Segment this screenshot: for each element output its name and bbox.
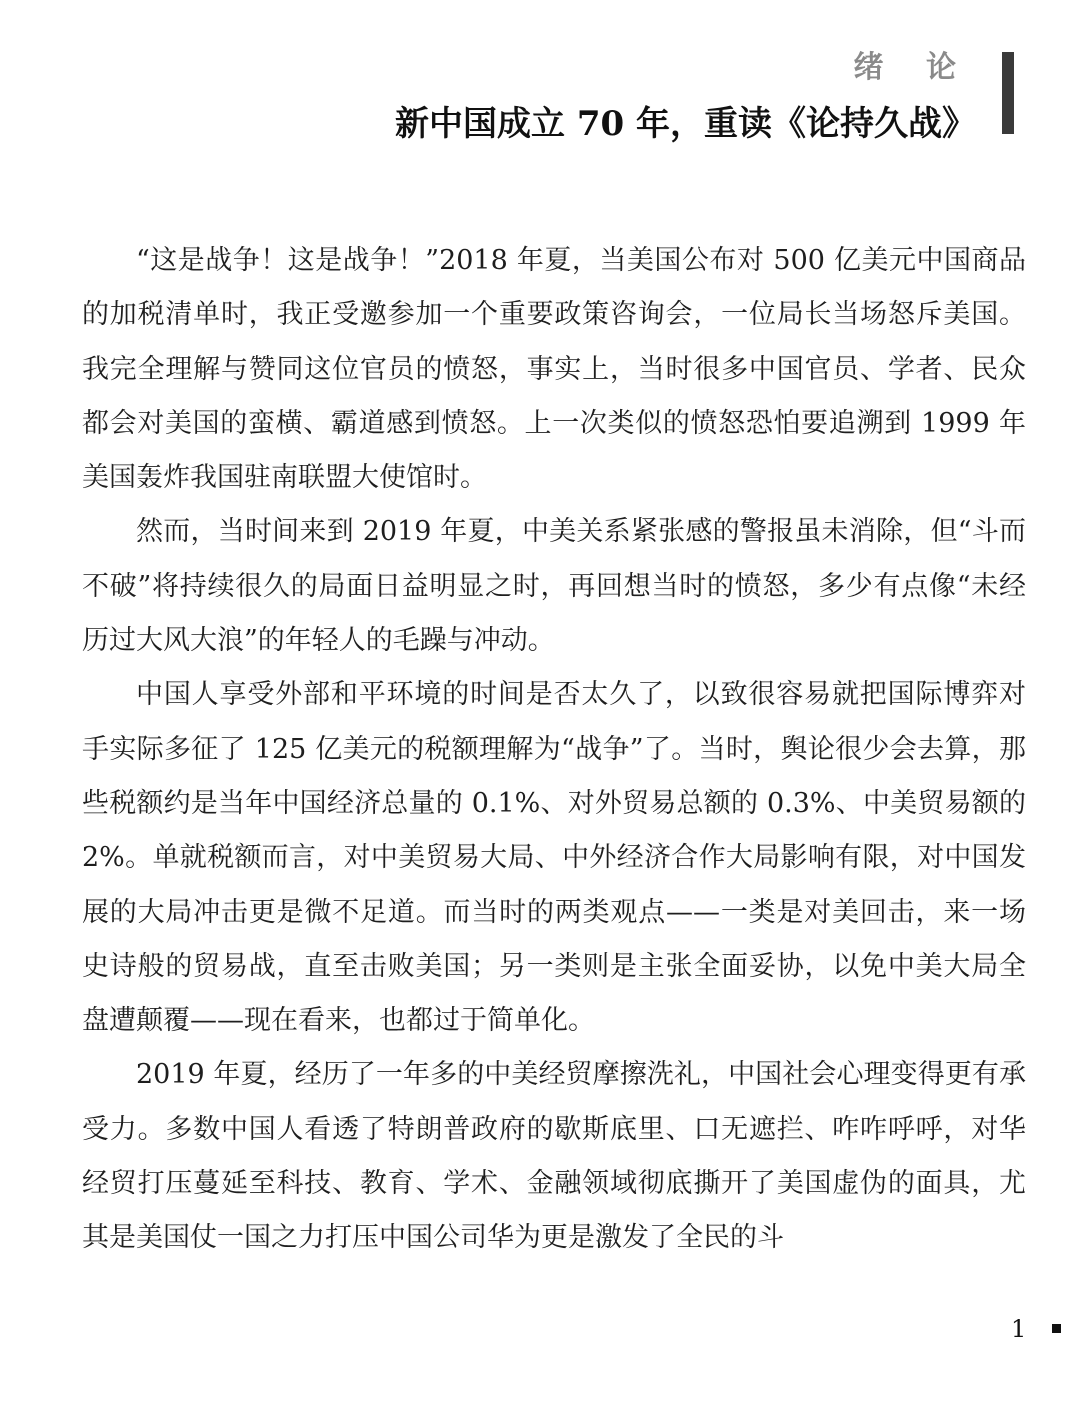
page-number: 1 bbox=[1011, 1315, 1027, 1343]
paragraph-1: “这是战争！这是战争！”2018 年夏，当美国公布对 500 亿美元中国商品的加税清单时，我正受邀参加一个重要政策咨询会，一位局长当场怒斥美国。我完全理解与赞同这位官员的愤怒，事实上，当时很多中国官员、学者、民众都会对美国的蛮横、霸道感到愤怒。上一次类似的愤怒恐怕要追溯到 1999 年美国轰炸我国驻南联盟大使馆时。 bbox=[82, 245, 1026, 494]
paragraph-3: 中国人享受外部和平环境的时间是否太久了，以致很容易就把国际博弈对手实际多征了 125 亿美元的税额理解为“战争”了。当时，舆论很少会去算，那些税额约是当年中国经济总量的 0.1%、对外贸易总额的 0.3%、中美贸易额的 2%。单就税额而言，对中美贸易大局、中外经济合作大局影响有限，对中国发展的大局冲击更是微不足道。而当时的两类观点——一类是对美回击，来一场史诗般的贸易战，直至击败美国；另一类则是主张全面妥协，以免中美大局全盘遭颠覆——现在看来，也都过于简单化。 bbox=[82, 679, 1026, 1037]
paragraph-2: 然而，当时间来到 2019 年夏，中美关系紧张感的警报虽未消除，但“斗而不破”将持续很久的局面日益明显之时，再回想当时的愤怒，多少有点像“未经历过大风大浪”的年轻人的毛躁与冲动。 bbox=[82, 516, 1026, 657]
header-accent-bar bbox=[1002, 52, 1014, 134]
chapter-title: 新中国成立 70 年，重读《论持久战》 bbox=[395, 104, 976, 144]
paragraph-4: 2019 年夏，经历了一年多的中美经贸摩擦洗礼，中国社会心理变得更有承受力。多数中国人看透了特朗普政府的歇斯底里、口无遮拦、咋咋呼呼，对华经贸打压蔓延至科技、教育、学术、金融领域彻底撕开了美国虚伪的面具，尤其是美国仗一国之力打压中国公司华为更是激发了全民的斗 bbox=[82, 1059, 1026, 1254]
page-marker-square-icon bbox=[1052, 1324, 1061, 1333]
chapter-label: 绪 论 bbox=[853, 50, 972, 85]
body-text bbox=[82, 234, 1026, 1266]
